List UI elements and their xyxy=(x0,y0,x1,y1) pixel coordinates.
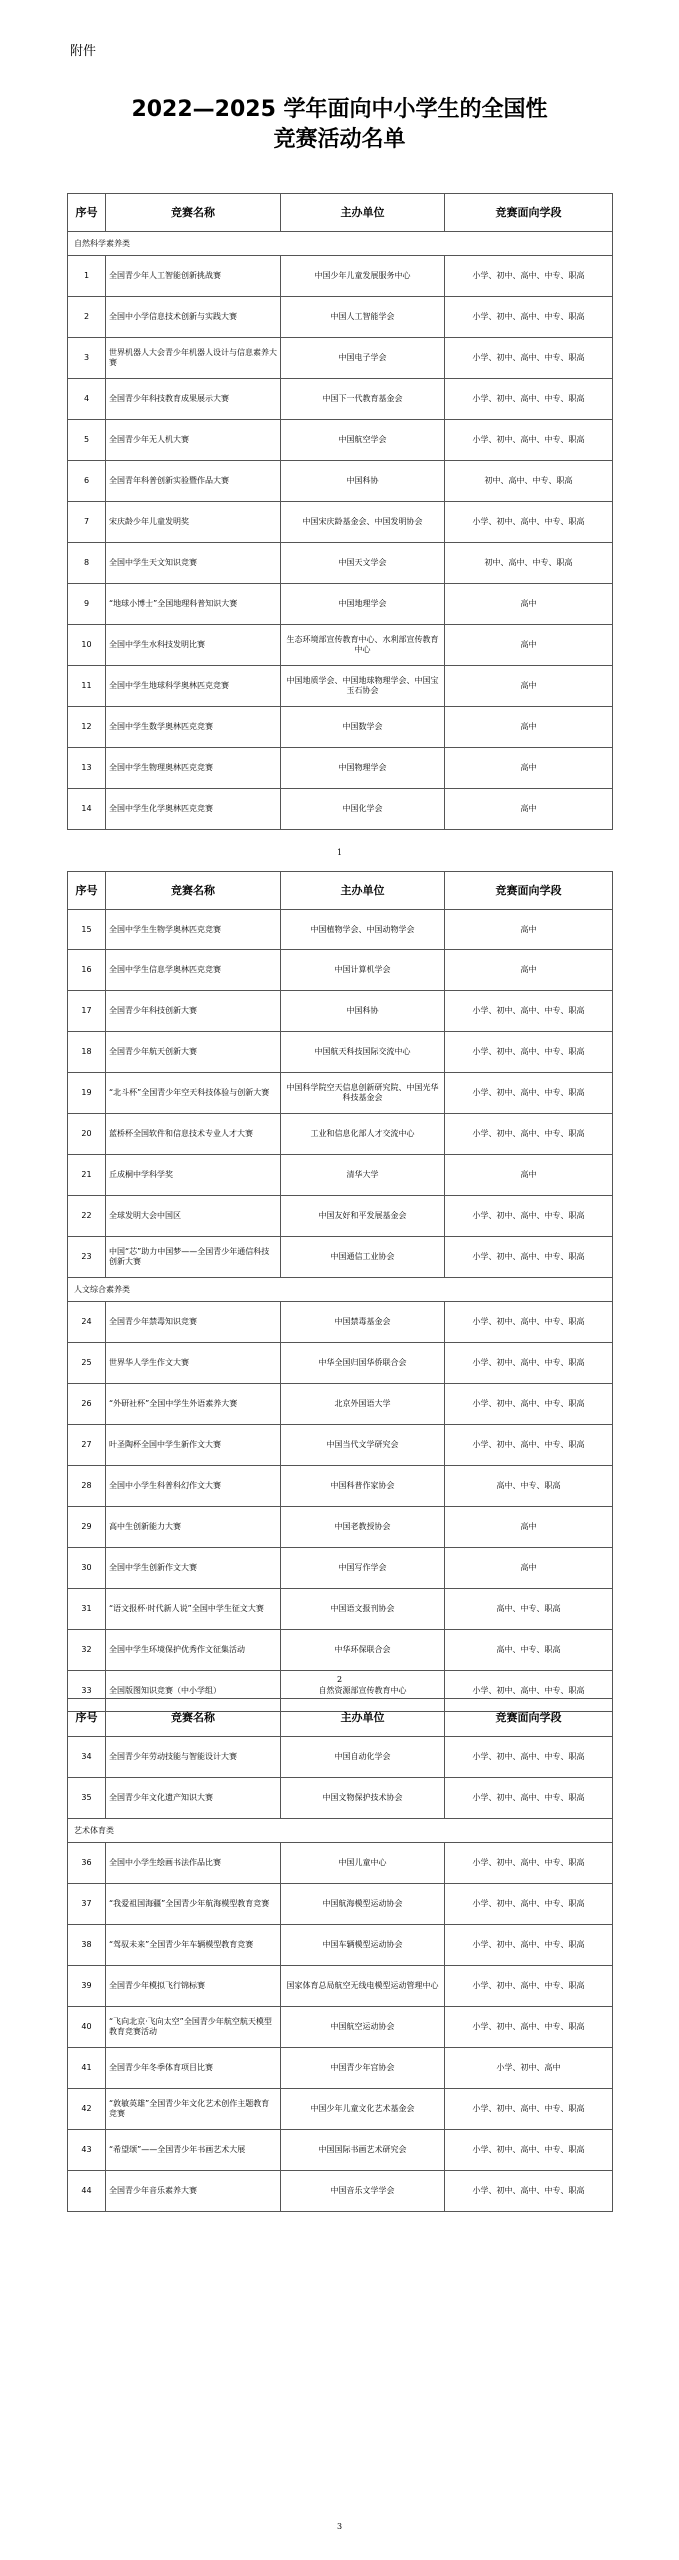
competition-name: 叶圣陶杯全国中学生新作文大赛 xyxy=(106,1425,281,1466)
school-level: 高中、中专、职高 xyxy=(445,1589,613,1630)
header-no: 序号 xyxy=(68,872,106,910)
table-row xyxy=(68,1114,613,1155)
table-row xyxy=(68,625,613,666)
category-label: 自然科学素养类 xyxy=(68,232,613,256)
school-level: 小学、初中、高中、中专、职高 xyxy=(445,1778,613,1819)
organizer: 国家体育总局航空无线电模型运动管理中心 xyxy=(281,1966,445,2007)
competition-name: 丘成桐中学科学奖 xyxy=(106,1155,281,1196)
row-number: 42 xyxy=(68,2089,106,2130)
table-row xyxy=(68,584,613,625)
header-no: 序号 xyxy=(68,194,106,232)
table-row xyxy=(68,2089,613,2130)
header-name: 竞赛名称 xyxy=(106,872,281,910)
school-level: 小学、初中、高中、中专、职高 xyxy=(445,1843,613,1884)
competition-name: 全国青年科普创新实验暨作品大赛 xyxy=(106,461,281,502)
school-level: 小学、初中、高中、中专、职高 xyxy=(445,1966,613,2007)
table-row xyxy=(68,1507,613,1548)
school-level: 小学、初中、高中、中专、职高 xyxy=(445,1671,613,1712)
competition-name: 全国中小学信息技术创新与实践大赛 xyxy=(106,297,281,338)
row-number: 32 xyxy=(68,1630,106,1671)
school-level: 小学、初中、高中、中专、职高 xyxy=(445,420,613,461)
competition-name: 全国中学生天文知识竞赛 xyxy=(106,543,281,584)
organizer: 中国少年儿童发展服务中心 xyxy=(281,256,445,297)
row-number: 12 xyxy=(68,707,106,748)
header-level: 竞赛面向学段 xyxy=(445,1699,613,1737)
attachment-label: 附件 xyxy=(70,44,97,59)
row-number: 2 xyxy=(68,297,106,338)
school-level: 小学、初中、高中、中专、职高 xyxy=(445,256,613,297)
school-level: 高中 xyxy=(445,950,613,991)
table-row xyxy=(68,991,613,1032)
school-level: 小学、初中、高中、中专、职高 xyxy=(445,502,613,543)
row-number: 17 xyxy=(68,991,106,1032)
organizer: 中国宋庆龄基金会、中国发明协会 xyxy=(281,502,445,543)
page-number: 3 xyxy=(336,2522,343,2531)
table-row xyxy=(68,1843,613,1884)
organizer: 中国物理学会 xyxy=(281,748,445,789)
document-title-line1: 2022—2025 学年面向中小学生的全国性 xyxy=(131,97,548,122)
document-title-line2: 竞赛活动名单 xyxy=(273,127,406,152)
row-number: 10 xyxy=(68,625,106,666)
competition-name: 全国青少年劳动技能与智能设计大赛 xyxy=(106,1737,281,1778)
row-number: 19 xyxy=(68,1073,106,1114)
row-number: 41 xyxy=(68,2048,106,2089)
row-number: 7 xyxy=(68,502,106,543)
school-level: 高中 xyxy=(445,707,613,748)
row-number: 30 xyxy=(68,1548,106,1589)
table-header-row xyxy=(68,194,613,232)
school-level: 高中 xyxy=(445,1548,613,1589)
school-level: 小学、初中、高中、中专、职高 xyxy=(445,2089,613,2130)
competition-table-page-1 xyxy=(67,193,613,830)
table-row xyxy=(68,1302,613,1343)
table-row xyxy=(68,1966,613,2007)
competition-name: “敦敏英雄”全国青少年文化艺术创作主题教育竞赛 xyxy=(106,2089,281,2130)
organizer: 中国老教授协会 xyxy=(281,1507,445,1548)
competition-name: 世界华人学生作文大赛 xyxy=(106,1343,281,1384)
table-row xyxy=(68,1196,613,1237)
competition-name: 全国中学生化学奥林匹克竞赛 xyxy=(106,789,281,830)
row-number: 25 xyxy=(68,1343,106,1384)
category-row xyxy=(68,232,613,256)
organizer: 中国下一代教育基金会 xyxy=(281,379,445,420)
competition-name: 全球发明大会中国区 xyxy=(106,1196,281,1237)
organizer: 中国青少年宫协会 xyxy=(281,2048,445,2089)
competition-name: 全国青少年文化遗产知识大赛 xyxy=(106,1778,281,1819)
header-organizer: 主办单位 xyxy=(281,194,445,232)
row-number: 28 xyxy=(68,1466,106,1507)
school-level: 小学、初中、高中、中专、职高 xyxy=(445,1114,613,1155)
school-level: 高中 xyxy=(445,748,613,789)
organizer: 北京外国语大学 xyxy=(281,1384,445,1425)
table-row xyxy=(68,2171,613,2212)
organizer: 中国科协 xyxy=(281,461,445,502)
table-row xyxy=(68,1737,613,1778)
table-row xyxy=(68,1925,613,1966)
competition-name: 全国中学生物理奥林匹克竞赛 xyxy=(106,748,281,789)
competition-name: 全国中学生生物学奥林匹克竞赛 xyxy=(106,910,281,950)
organizer: 自然资源部宣传教育中心 xyxy=(281,1671,445,1712)
organizer: 中国写作学会 xyxy=(281,1548,445,1589)
header-level: 竞赛面向学段 xyxy=(445,872,613,910)
row-number: 35 xyxy=(68,1778,106,1819)
table-row xyxy=(68,910,613,950)
competition-name: “希望颂”——全国青少年书画艺术大展 xyxy=(106,2130,281,2171)
organizer: 中华全国归国华侨联合会 xyxy=(281,1343,445,1384)
school-level: 小学、初中、高中、中专、职高 xyxy=(445,297,613,338)
competition-name: 全国青少年科技教育成果展示大赛 xyxy=(106,379,281,420)
school-level: 小学、初中、高中 xyxy=(445,2048,613,2089)
school-level: 高中、中专、职高 xyxy=(445,1466,613,1507)
competition-name: “飞向北京·飞向太空”全国青少年航空航天模型教育竞赛活动 xyxy=(106,2007,281,2048)
competition-table-page-3 xyxy=(67,1698,613,2212)
competition-name: 宋庆龄少年儿童发明奖 xyxy=(106,502,281,543)
row-number: 36 xyxy=(68,1843,106,1884)
school-level: 小学、初中、高中、中专、职高 xyxy=(445,1884,613,1925)
organizer: 中国航空学会 xyxy=(281,420,445,461)
competition-name: 全国中学生水科技发明比赛 xyxy=(106,625,281,666)
competition-name: 全国版图知识竞赛（中小学组） xyxy=(106,1671,281,1712)
table-row xyxy=(68,1343,613,1384)
school-level: 高中 xyxy=(445,789,613,830)
school-level: 小学、初中、高中、中专、职高 xyxy=(445,1925,613,1966)
category-row xyxy=(68,1819,613,1843)
organizer: 中国文物保护技术协会 xyxy=(281,1778,445,1819)
school-level: 高中、中专、职高 xyxy=(445,1630,613,1671)
organizer: 中国航天科技国际交流中心 xyxy=(281,1032,445,1073)
header-name: 竞赛名称 xyxy=(106,194,281,232)
school-level: 小学、初中、高中、中专、职高 xyxy=(445,1032,613,1073)
competition-name: 全国中学生创新作文大赛 xyxy=(106,1548,281,1589)
header-organizer: 主办单位 xyxy=(281,872,445,910)
school-level: 小学、初中、高中、中专、职高 xyxy=(445,1425,613,1466)
table-row xyxy=(68,707,613,748)
page-number: 1 xyxy=(336,848,343,857)
organizer: 中国车辆模型运动协会 xyxy=(281,1925,445,1966)
school-level: 小学、初中、高中、中专、职高 xyxy=(445,2171,613,2212)
row-number: 33 xyxy=(68,1671,106,1712)
table-row xyxy=(68,379,613,420)
row-number: 29 xyxy=(68,1507,106,1548)
table-row xyxy=(68,543,613,584)
organizer: 中国国际书画艺术研究会 xyxy=(281,2130,445,2171)
competition-table-page-2 xyxy=(67,871,613,1712)
competition-name: “外研社杯”全国中学生外语素养大赛 xyxy=(106,1384,281,1425)
competition-name: 全国青少年人工智能创新挑战赛 xyxy=(106,256,281,297)
school-level: 小学、初中、高中、中专、职高 xyxy=(445,338,613,379)
school-level: 小学、初中、高中、中专、职高 xyxy=(445,2130,613,2171)
row-number: 16 xyxy=(68,950,106,991)
organizer: 中国通信工业协会 xyxy=(281,1237,445,1278)
competition-name: 全国中学生信息学奥林匹克竞赛 xyxy=(106,950,281,991)
row-number: 6 xyxy=(68,461,106,502)
school-level: 高中 xyxy=(445,584,613,625)
organizer: 中国化学会 xyxy=(281,789,445,830)
row-number: 44 xyxy=(68,2171,106,2212)
organizer: 中国地理学会 xyxy=(281,584,445,625)
competition-name: 全国青少年模拟飞行锦标赛 xyxy=(106,1966,281,2007)
competition-name: 全国青少年冬季体育项目比赛 xyxy=(106,2048,281,2089)
row-number: 34 xyxy=(68,1737,106,1778)
organizer: 中国少年儿童文化艺术基金会 xyxy=(281,2089,445,2130)
row-number: 5 xyxy=(68,420,106,461)
header-level: 竞赛面向学段 xyxy=(445,194,613,232)
table-row xyxy=(68,1884,613,1925)
organizer: 中国科普作家协会 xyxy=(281,1466,445,1507)
table-row xyxy=(68,2007,613,2048)
table-row xyxy=(68,1073,613,1114)
table-row xyxy=(68,950,613,991)
table-row xyxy=(68,420,613,461)
organizer: 中国当代文学研究会 xyxy=(281,1425,445,1466)
organizer: 中国天文学会 xyxy=(281,543,445,584)
organizer: 中国禁毒基金会 xyxy=(281,1302,445,1343)
table-row xyxy=(68,1548,613,1589)
organizer: 中国航空运动协会 xyxy=(281,2007,445,2048)
organizer: 中国电子学会 xyxy=(281,338,445,379)
row-number: 31 xyxy=(68,1589,106,1630)
row-number: 8 xyxy=(68,543,106,584)
row-number: 37 xyxy=(68,1884,106,1925)
category-label: 人文综合素养类 xyxy=(68,1278,613,1302)
table-row xyxy=(68,2048,613,2089)
row-number: 27 xyxy=(68,1425,106,1466)
organizer: 中国数学会 xyxy=(281,707,445,748)
row-number: 39 xyxy=(68,1966,106,2007)
competition-name: 全国中学生数学奥林匹克竞赛 xyxy=(106,707,281,748)
school-level: 小学、初中、高中、中专、职高 xyxy=(445,991,613,1032)
school-level: 小学、初中、高中、中专、职高 xyxy=(445,379,613,420)
table-row xyxy=(68,1032,613,1073)
table-row xyxy=(68,2130,613,2171)
competition-name: 全国青少年无人机大赛 xyxy=(106,420,281,461)
competition-name: “驾驭未来”全国青少年车辆模型教育竞赛 xyxy=(106,1925,281,1966)
organizer: 中华环保联合会 xyxy=(281,1630,445,1671)
organizer: 中国语文报刊协会 xyxy=(281,1589,445,1630)
organizer: 中国计算机学会 xyxy=(281,950,445,991)
organizer: 工业和信息化部人才交流中心 xyxy=(281,1114,445,1155)
row-number: 21 xyxy=(68,1155,106,1196)
page-number: 2 xyxy=(336,1675,343,1684)
school-level: 小学、初中、高中、中专、职高 xyxy=(445,1384,613,1425)
school-level: 小学、初中、高中、中专、职高 xyxy=(445,1737,613,1778)
competition-name: 高中生创新能力大赛 xyxy=(106,1507,281,1548)
row-number: 1 xyxy=(68,256,106,297)
competition-name: 全国中学生环境保护优秀作文征集活动 xyxy=(106,1630,281,1671)
table-row xyxy=(68,297,613,338)
table-row xyxy=(68,1466,613,1507)
table-row xyxy=(68,748,613,789)
school-level: 高中 xyxy=(445,1507,613,1548)
row-number: 23 xyxy=(68,1237,106,1278)
competition-name: 全国中学生地球科学奥林匹克竞赛 xyxy=(106,666,281,707)
organizer: 中国自动化学会 xyxy=(281,1737,445,1778)
row-number: 4 xyxy=(68,379,106,420)
school-level: 小学、初中、高中、中专、职高 xyxy=(445,1073,613,1114)
school-level: 小学、初中、高中、中专、职高 xyxy=(445,2007,613,2048)
row-number: 3 xyxy=(68,338,106,379)
table-header-row xyxy=(68,1699,613,1737)
table-row xyxy=(68,1778,613,1819)
competition-name: 全国青少年禁毒知识竞赛 xyxy=(106,1302,281,1343)
header-name: 竞赛名称 xyxy=(106,1699,281,1737)
table-row xyxy=(68,1384,613,1425)
school-level: 小学、初中、高中、中专、职高 xyxy=(445,1196,613,1237)
organizer: 中国科学院空天信息创新研究院、中国光华科技基金会 xyxy=(281,1073,445,1114)
table-header-row xyxy=(68,872,613,910)
organizer: 中国科协 xyxy=(281,991,445,1032)
school-level: 初中、高中、中专、职高 xyxy=(445,461,613,502)
organizer: 生态环境部宣传教育中心、水利部宣传教育中心 xyxy=(281,625,445,666)
organizer: 中国人工智能学会 xyxy=(281,297,445,338)
organizer: 中国地质学会、中国地球物理学会、中国宝玉石协会 xyxy=(281,666,445,707)
table-row xyxy=(68,1425,613,1466)
table-row xyxy=(68,502,613,543)
category-label: 艺术体育类 xyxy=(68,1819,613,1843)
competition-name: “北斗杯”全国青少年空天科技体验与创新大赛 xyxy=(106,1073,281,1114)
row-number: 43 xyxy=(68,2130,106,2171)
school-level: 小学、初中、高中、中专、职高 xyxy=(445,1237,613,1278)
competition-name: “我爱祖国海疆”全国青少年航海模型教育竞赛 xyxy=(106,1884,281,1925)
table-row xyxy=(68,1630,613,1671)
organizer: 中国航海模型运动协会 xyxy=(281,1884,445,1925)
organizer: 中国儿童中心 xyxy=(281,1843,445,1884)
school-level: 初中、高中、中专、职高 xyxy=(445,543,613,584)
competition-name: 蓝桥杯全国软件和信息技术专业人才大赛 xyxy=(106,1114,281,1155)
table-row xyxy=(68,1589,613,1630)
table-row xyxy=(68,256,613,297)
row-number: 20 xyxy=(68,1114,106,1155)
table-row xyxy=(68,789,613,830)
row-number: 11 xyxy=(68,666,106,707)
school-level: 小学、初中、高中、中专、职高 xyxy=(445,1343,613,1384)
table-row xyxy=(68,461,613,502)
school-level: 高中 xyxy=(445,625,613,666)
competition-name: 世界机器人大会青少年机器人设计与信息素养大赛 xyxy=(106,338,281,379)
row-number: 15 xyxy=(68,910,106,950)
competition-name: 全国中小学生绘画书法作品比赛 xyxy=(106,1843,281,1884)
competition-name: 全国青少年科技创新大赛 xyxy=(106,991,281,1032)
organizer: 中国友好和平发展基金会 xyxy=(281,1196,445,1237)
header-no: 序号 xyxy=(68,1699,106,1737)
row-number: 13 xyxy=(68,748,106,789)
row-number: 9 xyxy=(68,584,106,625)
school-level: 小学、初中、高中、中专、职高 xyxy=(445,1302,613,1343)
competition-name: 全国青少年航天创新大赛 xyxy=(106,1032,281,1073)
table-row xyxy=(68,1155,613,1196)
competition-name: 全国中小学生科普科幻作文大赛 xyxy=(106,1466,281,1507)
table-row xyxy=(68,1237,613,1278)
row-number: 26 xyxy=(68,1384,106,1425)
organizer: 中国音乐文学学会 xyxy=(281,2171,445,2212)
organizer: 中国植物学会、中国动物学会 xyxy=(281,910,445,950)
row-number: 38 xyxy=(68,1925,106,1966)
row-number: 14 xyxy=(68,789,106,830)
competition-name: 中国“芯”助力中国梦——全国青少年通信科技创新大赛 xyxy=(106,1237,281,1278)
school-level: 高中 xyxy=(445,1155,613,1196)
table-row xyxy=(68,666,613,707)
competition-name: “地球小博士”全国地理科普知识大赛 xyxy=(106,584,281,625)
row-number: 22 xyxy=(68,1196,106,1237)
row-number: 40 xyxy=(68,2007,106,2048)
organizer: 清华大学 xyxy=(281,1155,445,1196)
competition-name: 全国青少年音乐素养大赛 xyxy=(106,2171,281,2212)
school-level: 高中 xyxy=(445,910,613,950)
table-row xyxy=(68,338,613,379)
category-row xyxy=(68,1278,613,1302)
header-organizer: 主办单位 xyxy=(281,1699,445,1737)
competition-name: “语文报杯·时代新人说”全国中学生征文大赛 xyxy=(106,1589,281,1630)
row-number: 24 xyxy=(68,1302,106,1343)
school-level: 高中 xyxy=(445,666,613,707)
row-number: 18 xyxy=(68,1032,106,1073)
